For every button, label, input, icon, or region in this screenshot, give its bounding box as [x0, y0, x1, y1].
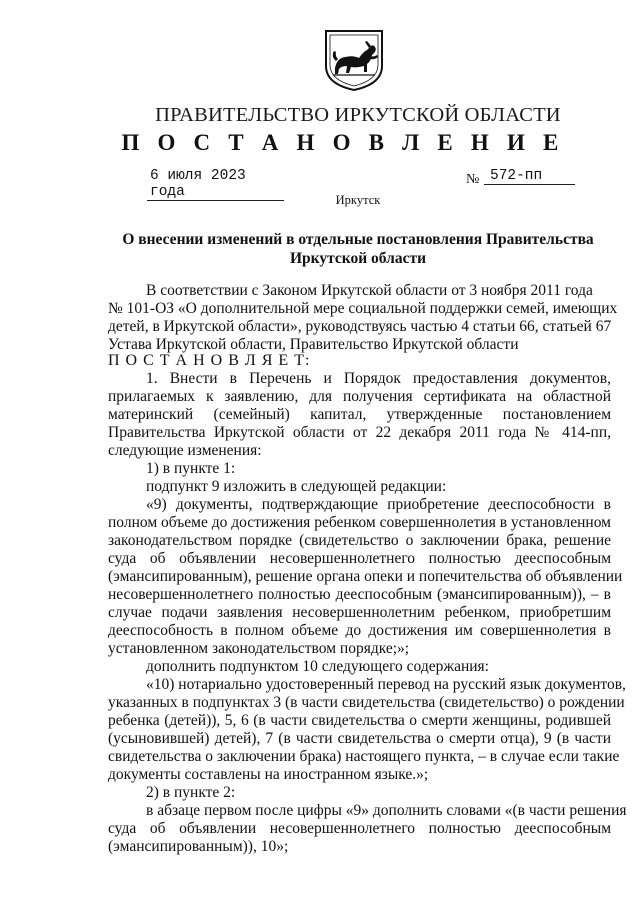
body-line: дополнить подпунктом 10 следующего содержания: — [146, 658, 489, 675]
decree-date: 6 июля 2023 года — [147, 168, 284, 201]
subject-line: О внесении изменений в отдельные постановления Правительства — [122, 231, 594, 248]
government-title: ПРАВИТЕЛЬСТВО ИРКУТСКОЙ ОБЛАСТИ — [155, 104, 561, 126]
body-line: законодательством порядке (свидетельство о заключении брака, решение — [108, 532, 611, 549]
number-label: № — [466, 172, 480, 187]
body-line: указанных в подпунктах 3 (в части свидетельства (свидетельство) о рождении — [108, 694, 625, 711]
body-line: материнский (семейный) капитал, утвержденные постановлением — [108, 406, 611, 423]
body-line: № 101-ОЗ «О дополнительной мере социальной поддержки семей, имеющих — [108, 300, 618, 317]
body-line: дееспособность в полном объеме до достижения им совершеннолетия в — [108, 622, 611, 639]
body-line: детей, в Иркутской области», руководствуясь частью 4 статьи 66, статьей 67 — [108, 318, 612, 335]
body-line: (эмансипированным), решение органа опеки и попечительства об объявлении — [108, 568, 623, 585]
body-line: несовершеннолетнего полностью дееспособным (эмансипированным)), – в — [108, 586, 611, 603]
body-line: 1. Внести в Перечень и Порядок предоставления документов, — [146, 370, 611, 387]
city-name: Иркутск — [335, 193, 381, 207]
body-line: свидетельства о заключении брака) настоящего пункта, – в случае если такие — [108, 748, 620, 765]
decree-number: 572-пп — [484, 168, 575, 185]
irkutsk-coat-of-arms-icon — [323, 28, 385, 92]
body-line: следующие изменения: — [108, 442, 262, 459]
body-line: 1) в пункте 1: — [146, 460, 236, 477]
body-line: «9) документы, подтверждающие приобретение дееспособности в — [146, 496, 611, 513]
body-line: установленном законодательством порядке;»; — [108, 640, 410, 657]
body-line: (эмансипированным)), 10»; — [108, 838, 289, 855]
body-line: прилагаемых к заявлению, для получения сертификата на областной — [108, 388, 611, 405]
body-line: документы составлены на иностранном языке.»; — [108, 766, 429, 783]
body-line: подпункт 9 изложить в следующей редакции: — [146, 478, 447, 495]
body-line: суда об объявлении несовершеннолетнего полностью дееспособным — [108, 820, 611, 837]
body-line: (усыновившей) детей), 7 (в части свидетельства о смерти отца), 9 (в части — [108, 730, 611, 747]
body-line: суда об объявлении несовершеннолетнего полностью дееспособным — [108, 550, 611, 567]
document-type-heading: П О С Т А Н О В Л Е Н И Е — [121, 130, 565, 155]
resolves-heading: П О С Т А Н О В Л Я Е Т: — [108, 352, 311, 369]
decree-subject — [100, 230, 616, 268]
body-line: 2) в пункте 2: — [146, 784, 236, 801]
body-line: В соответствии с Законом Иркутской области от 3 ноября 2011 года — [146, 282, 593, 299]
body-line: в абзаце первом после цифры «9» дополнить словами «(в части решения — [146, 802, 627, 819]
body-line: ребенка (детей)), 5, 6 (в части свидетельства о смерти женщины, родившей — [108, 712, 611, 729]
body-line: Устава Иркутской области, Правительство Иркутской области — [108, 336, 519, 353]
body-line: случае подачи заявления несовершеннолетним ребенком, приобретшим — [108, 604, 611, 621]
subject-line: Иркутской области — [289, 250, 427, 267]
body-line: «10) нотариально удостоверенный перевод на русский язык документов, — [146, 676, 626, 693]
body-line: полном объеме до достижения ребенком совершеннолетия в установленном — [108, 514, 611, 531]
body-line: Правительства Иркутской области от 22 декабря 2011 года № 414-пп, — [108, 424, 611, 441]
